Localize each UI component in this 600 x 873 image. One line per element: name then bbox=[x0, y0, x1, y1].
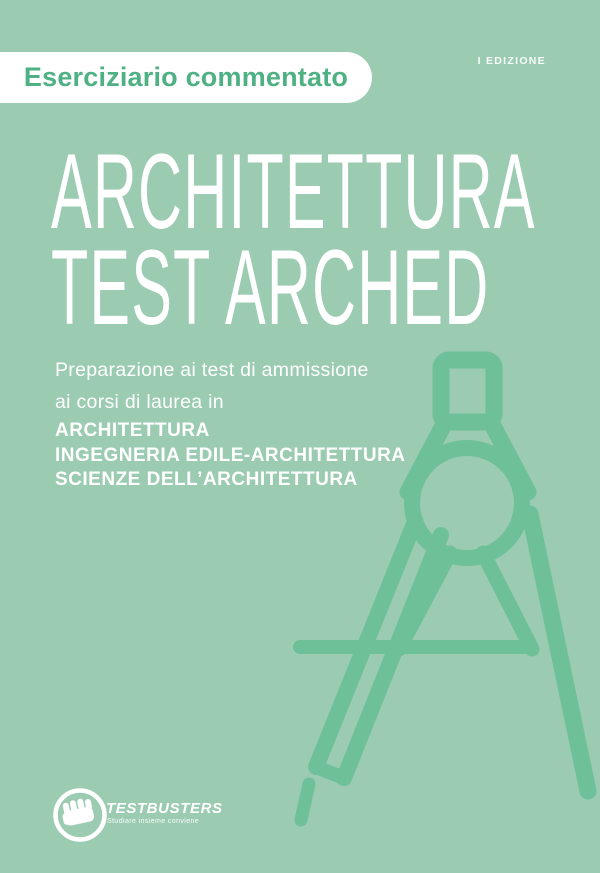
course-item: ARCHITETTURA bbox=[55, 420, 210, 441]
edition-number: I EDIZIONE bbox=[477, 55, 546, 67]
course-item: SCIENZE DELL’ARCHITETTURA bbox=[55, 469, 358, 491]
publisher-tagline: Studiare insieme conviene bbox=[107, 818, 200, 825]
book-title-line1: ARCHITETTURA bbox=[51, 131, 536, 251]
subtitle-line1: Preparazione ai test di ammissione bbox=[55, 359, 369, 381]
course-list bbox=[55, 419, 406, 493]
book-subtitle bbox=[55, 355, 369, 418]
subtitle-line2: ai corsi di laurea in bbox=[55, 390, 224, 413]
publisher-name: TESTBUSTERS bbox=[106, 800, 223, 817]
testbusters-fist-logo-icon bbox=[52, 787, 108, 843]
course-item: INGEGNERIA EDILE-ARCHITETTURA bbox=[55, 444, 406, 466]
edition-badge-label: Eserciziario commentato bbox=[23, 62, 349, 92]
book-title-line2: TEST ARCHED bbox=[51, 227, 490, 347]
book-title bbox=[51, 131, 600, 347]
edition-badge bbox=[0, 52, 372, 103]
